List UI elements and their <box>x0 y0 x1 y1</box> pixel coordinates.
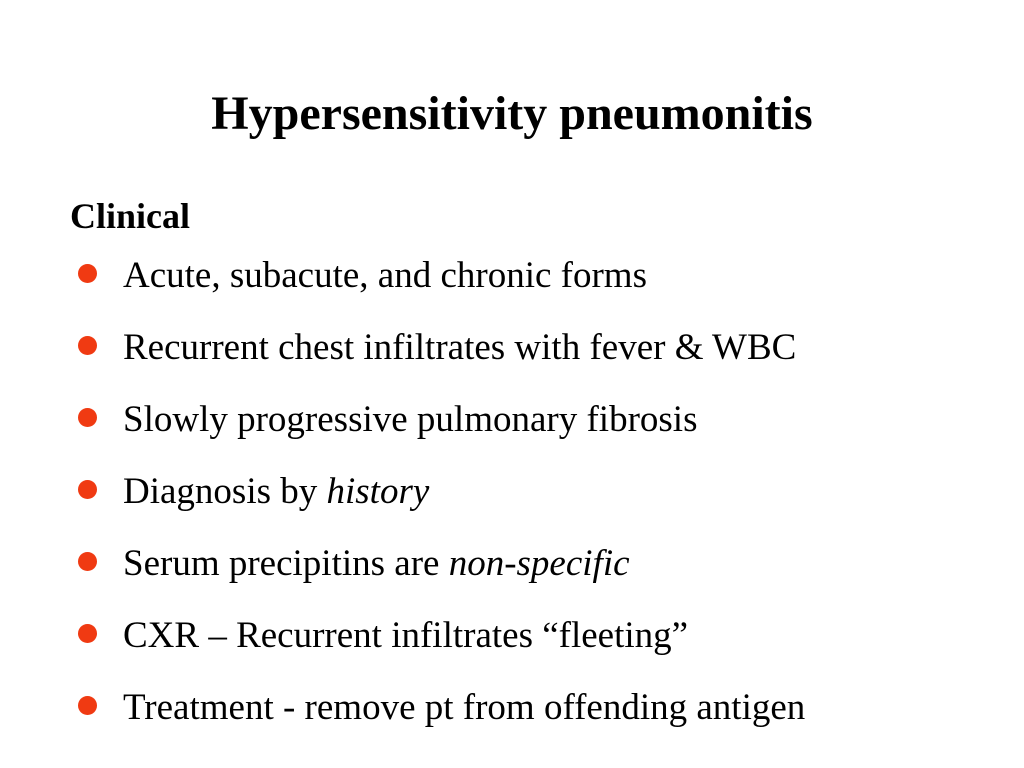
bullet-icon <box>78 264 97 283</box>
item-text-plain: Diagnosis by <box>123 471 327 512</box>
bullet-icon <box>78 696 97 715</box>
bullet-icon <box>78 552 97 571</box>
item-text-plain: Acute, subacute, and chronic forms <box>123 255 647 296</box>
item-text <box>123 252 647 300</box>
item-text-plain: Recurrent chest infiltrates with fever & WBC <box>123 327 797 368</box>
item-text-italic: history <box>326 471 430 512</box>
item-text-plain: Serum precipitins are <box>123 543 449 584</box>
bullet-icon <box>78 408 97 427</box>
item-text-plain: Slowly progressive pulmonary fibrosis <box>123 399 698 440</box>
bullet-icon <box>78 336 97 355</box>
item-text-plain: Treatment - remove pt from offending antigen <box>123 687 806 728</box>
item-text-plain: CXR – Recurrent infiltrates “fleeting” <box>123 615 689 656</box>
bullet-icon <box>78 624 97 643</box>
item-text-italic: non-specific <box>448 543 630 584</box>
item-text <box>123 540 630 588</box>
section-heading: Clinical <box>70 196 191 236</box>
item-text <box>123 684 805 732</box>
item-text <box>123 468 429 516</box>
item-text <box>123 396 697 444</box>
slide-title: Hypersensitivity pneumonitis <box>211 87 813 140</box>
item-text <box>123 324 796 372</box>
bullet-icon <box>78 480 97 499</box>
item-text <box>123 612 688 660</box>
